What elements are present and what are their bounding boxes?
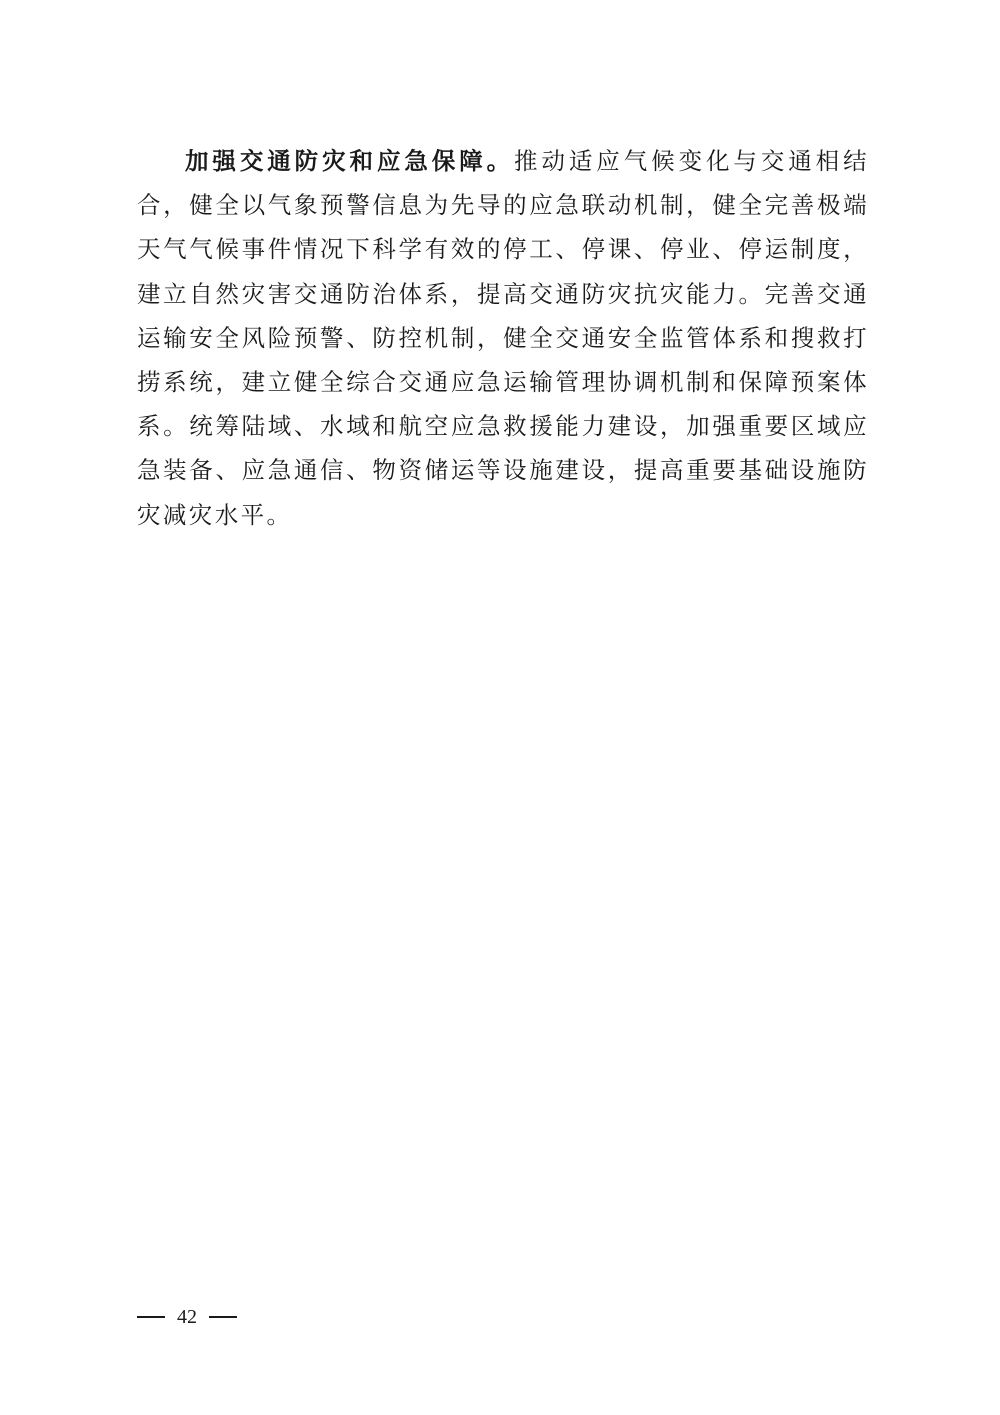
paragraph-lead: 加强交通防灾和应急保障。: [185, 147, 515, 175]
page-footer: [137, 1303, 237, 1331]
body-paragraph: [137, 139, 869, 537]
footer-dash-right: [209, 1316, 237, 1318]
page-number: 42: [177, 1306, 197, 1328]
paragraph-body: 推动适应气候变化与交通相结合，健全以气象预警信息为先导的应急联动机制，健全完善极端天气气候事件情况下科学有效的停工、停课、停业、停运制度，建立自然灾害交通防治体系，提高交通防灾抗灾能力。完善交通运输安全风险预警、防控机制，健全交通安全监管体系和搜救打捞系统，建立健全综合交通应急运输管理协调机制和保障预案体系。统筹陆域、水域和航空应急救援能力建设，加强重要区域应急装备、应急通信、物资储运等设施建设，提高重要基础设施防灾减灾水平。: [137, 147, 869, 529]
footer-dash-left: [137, 1316, 165, 1318]
